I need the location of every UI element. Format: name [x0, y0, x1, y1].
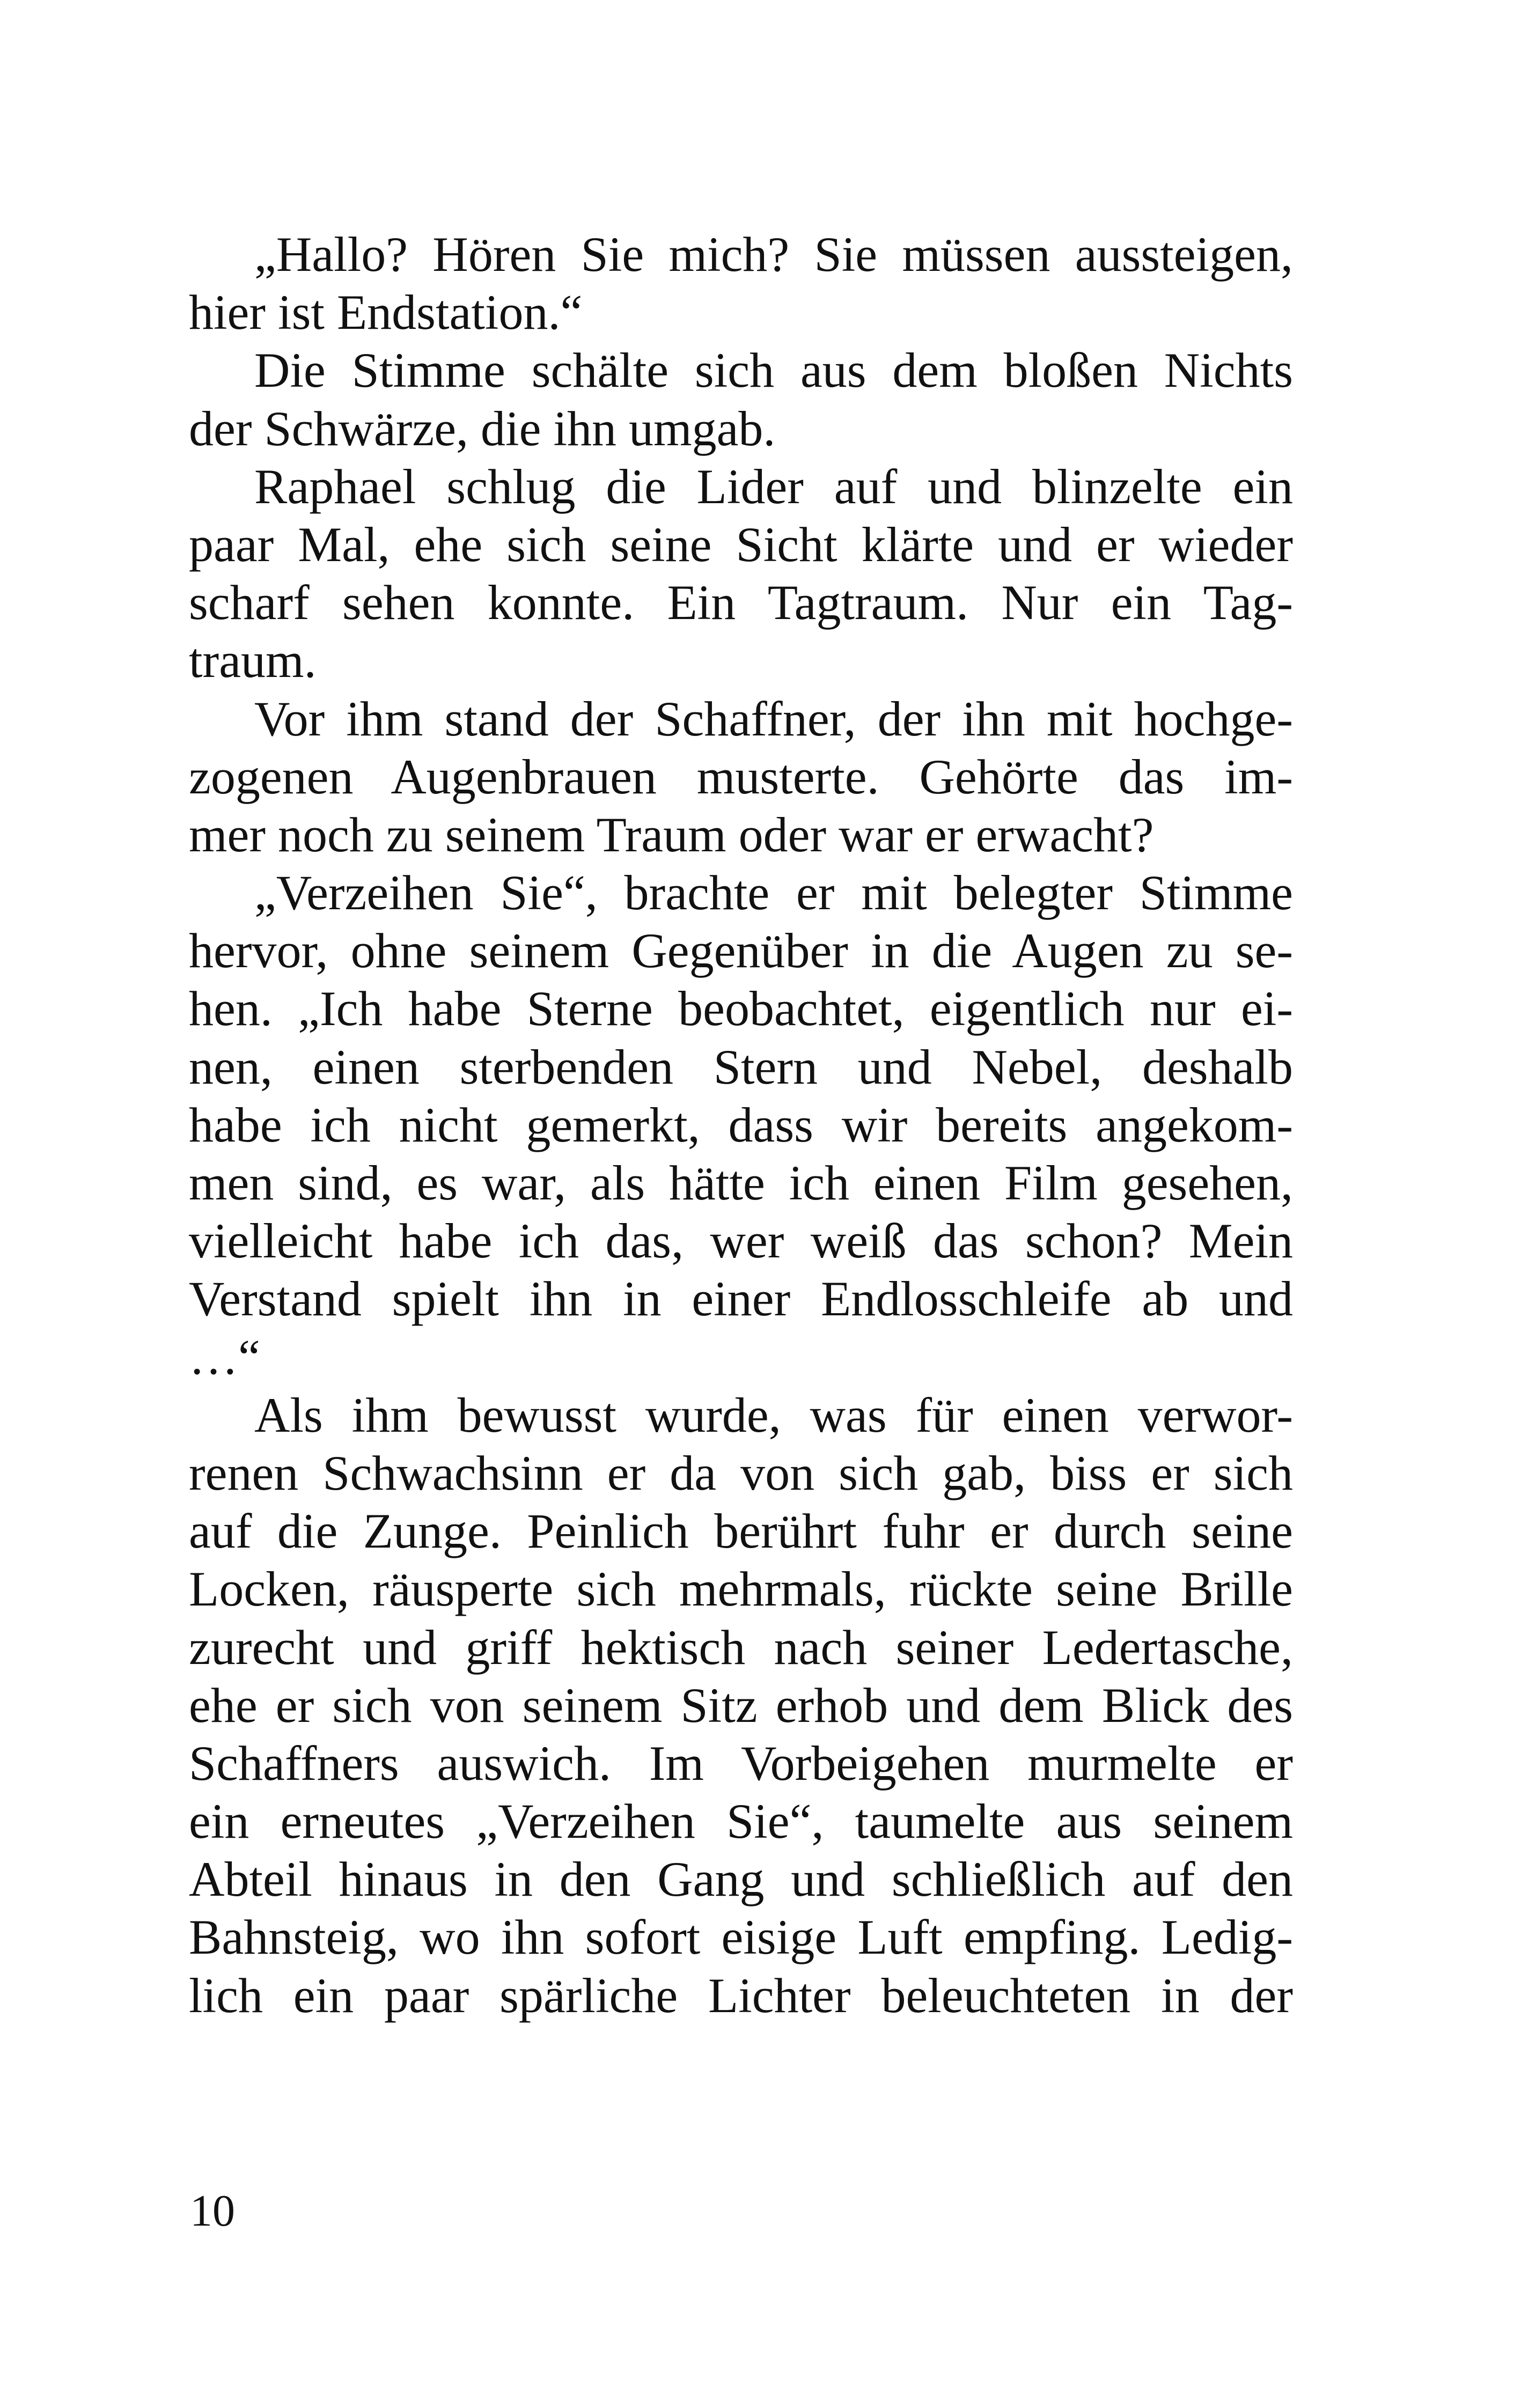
- page-number: 10: [190, 2186, 235, 2236]
- text-line: hen. „Ich habe Sterne beobachtet, eigentlich nur ei-: [189, 981, 1293, 1036]
- text-line: vielleicht habe ich das, wer weiß das schon? Mein: [189, 1213, 1293, 1269]
- text-line: Schaffners auswich. Im Vorbeigehen murmelte er: [189, 1735, 1293, 1791]
- text-line: Verstand spielt ihn in einer Endlosschleife ab und: [189, 1271, 1293, 1327]
- text-line: habe ich nicht gemerkt, dass wir bereits angekom-: [189, 1097, 1293, 1152]
- text-line: zurecht und griff hektisch nach seiner Ledertasche,: [189, 1619, 1293, 1675]
- text-line: auf die Zunge. Peinlich berührt fuhr er durch seine: [189, 1504, 1293, 1559]
- text-line: der Schwärze, die ihn umgab.: [189, 401, 776, 456]
- text-line: Raphael schlug die Lider auf und blinzelte ein: [254, 459, 1293, 514]
- text-line: scharf sehen konnte. Ein Tagtraum. Nur ein Tag-: [189, 575, 1293, 630]
- text-line: Als ihm bewusst wurde, was für einen verwor-: [254, 1387, 1293, 1442]
- text-line: „Hallo? Hören Sie mich? Sie müssen aussteigen,: [254, 227, 1293, 282]
- text-line: paar Mal, ehe sich seine Sicht klärte und er wieder: [189, 517, 1293, 572]
- text-line: …“: [189, 1329, 260, 1385]
- text-line: Die Stimme schälte sich aus dem bloßen Nichts: [254, 343, 1293, 398]
- text-line: hervor, ohne seinem Gegenüber in die Augen zu se-: [189, 923, 1293, 978]
- text-line: men sind, es war, als hätte ich einen Film gesehen,: [189, 1155, 1293, 1210]
- text-line: zogenen Augenbrauen musterte. Gehörte das im-: [189, 749, 1293, 804]
- text-line: renen Schwachsinn er da von sich gab, biss er sich: [189, 1445, 1293, 1500]
- text-line: ehe er sich von seinem Sitz erhob und dem Blick des: [189, 1677, 1293, 1733]
- text-line: Abteil hinaus in den Gang und schließlich auf den: [189, 1852, 1293, 1907]
- text-line: nen, einen sterbenden Stern und Nebel, deshalb: [189, 1039, 1293, 1094]
- text-line: „Verzeihen Sie“, brachte er mit belegter Stimme: [254, 865, 1293, 921]
- text-line: traum.: [189, 633, 317, 688]
- body-text: [189, 225, 1293, 2024]
- text-line: mer noch zu seinem Traum oder war er erwacht?: [189, 807, 1154, 862]
- text-line: Bahnsteig, wo ihn sofort eisige Luft empfing. Ledig-: [189, 1910, 1293, 1965]
- text-line: Locken, räusperte sich mehrmals, rückte seine Brille: [189, 1562, 1293, 1617]
- text-line: Vor ihm stand der Schaffner, der ihn mit hochge-: [254, 691, 1293, 746]
- text-line: lich ein paar spärliche Lichter beleuchteten in der: [189, 1968, 1293, 2023]
- text-line: ein erneutes „Verzeihen Sie“, taumelte aus seinem: [189, 1794, 1293, 1849]
- text-line: hier ist Endstation.“: [189, 285, 583, 340]
